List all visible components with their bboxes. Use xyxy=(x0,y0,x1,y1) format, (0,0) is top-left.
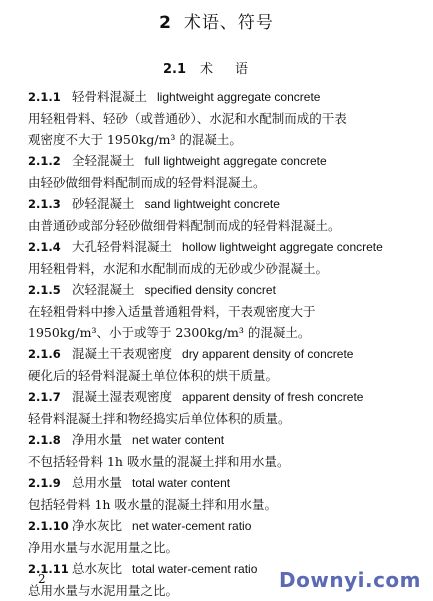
chapter-title-text: 术语、符号 xyxy=(183,13,274,33)
definition-line: 用轻粗骨料，水泥和水配制而成的无砂或少砂混凝土。 xyxy=(28,261,329,276)
section-title xyxy=(0,58,433,77)
section-title-text: 术语 xyxy=(200,62,271,77)
term-definition xyxy=(28,108,423,150)
term-heading xyxy=(28,193,423,215)
term-code: 2.1.10 xyxy=(28,519,69,533)
term-heading xyxy=(28,472,423,494)
term-definition xyxy=(28,258,423,279)
term-code: 2.1.7 xyxy=(28,390,61,404)
definition-line: 1950kg/m³、小于或等于 2300kg/m³ 的混凝土。 xyxy=(28,325,311,340)
term-definition xyxy=(28,215,423,236)
term-english: total water-cement ratio xyxy=(132,562,258,576)
term-definition xyxy=(28,365,423,386)
term-english: dry apparent density of concrete xyxy=(182,347,354,361)
term-english: full lightweight aggregate concrete xyxy=(144,154,327,168)
term-english: apparent density of fresh concrete xyxy=(182,390,364,404)
term-chinese: 大孔轻骨料混凝土 xyxy=(72,239,173,254)
term-heading xyxy=(28,150,423,172)
term-heading xyxy=(28,236,423,258)
term-chinese: 全轻混凝土 xyxy=(72,153,135,168)
term-heading xyxy=(28,86,423,108)
term-chinese: 砂轻混凝土 xyxy=(72,196,135,211)
term-code: 2.1.3 xyxy=(28,197,61,211)
term-chinese: 混凝土湿表观密度 xyxy=(72,389,173,404)
term-definition xyxy=(28,494,423,515)
term-code: 2.1.6 xyxy=(28,347,61,361)
term-heading xyxy=(28,343,423,365)
term-code: 2.1.5 xyxy=(28,283,61,297)
term-heading xyxy=(28,279,423,301)
watermark-text: Downyi.com xyxy=(279,568,421,592)
term-heading xyxy=(28,515,423,537)
term-english: hollow lightweight aggregate concrete xyxy=(182,240,383,254)
term-code: 2.1.9 xyxy=(28,476,61,490)
term-definition xyxy=(28,301,423,343)
chapter-title xyxy=(0,8,433,33)
term-english: net water-cement ratio xyxy=(132,519,252,533)
term-definition xyxy=(28,172,423,193)
term-chinese: 混凝土干表观密度 xyxy=(72,346,173,361)
definition-line: 由普通砂或部分轻砂做细骨料配制而成的轻骨料混凝土。 xyxy=(28,218,341,233)
section-number: 2.1 xyxy=(162,62,186,77)
term-code: 2.1.1 xyxy=(28,90,61,104)
definition-line: 净用水量与水泥用量之比。 xyxy=(28,540,179,555)
term-chinese: 总用水量 xyxy=(72,475,123,490)
term-chinese: 总水灰比 xyxy=(72,561,123,576)
watermark-logo xyxy=(279,568,421,592)
term-chinese: 净用水量 xyxy=(72,432,123,447)
term-english: specified density concret xyxy=(144,283,276,297)
term-english: lightweight aggregate concrete xyxy=(157,90,321,104)
page-number: 2 xyxy=(38,572,46,586)
term-english: total water content xyxy=(132,476,231,490)
term-code: 2.1.2 xyxy=(28,154,61,168)
term-definition xyxy=(28,537,423,558)
term-english: sand lightweight concrete xyxy=(144,197,280,211)
term-chinese: 净水灰比 xyxy=(72,518,123,533)
definition-line: 总用水量与水泥用量之比。 xyxy=(28,583,179,598)
definition-line: 在轻粗骨料中掺入适量普通粗骨料，干表观密度大于 xyxy=(28,304,316,319)
term-code: 2.1.4 xyxy=(28,240,61,254)
term-code: 2.1.8 xyxy=(28,433,61,447)
term-definition xyxy=(28,408,423,429)
term-chinese: 次轻混凝土 xyxy=(72,282,135,297)
definition-line: 观密度不大于 1950kg/m³ 的混凝土。 xyxy=(28,132,242,147)
term-code: 2.1.11 xyxy=(28,562,69,576)
term-heading xyxy=(28,429,423,451)
definition-line: 不包括轻骨料 1h 吸水量的混凝土拌和用水量。 xyxy=(28,454,290,469)
definition-line: 用轻粗骨料、轻砂（或普通砂）、水泥和水配制而成的干表 xyxy=(28,111,347,126)
term-definition xyxy=(28,451,423,472)
term-english: net water content xyxy=(132,433,225,447)
term-list xyxy=(28,86,423,601)
definition-line: 轻骨料混凝土拌和物经捣实后单位体积的质量。 xyxy=(28,411,291,426)
term-heading xyxy=(28,386,423,408)
definition-line: 由轻砂做细骨料配制而成的轻骨料混凝土。 xyxy=(28,175,266,190)
chapter-number: 2 xyxy=(159,13,172,33)
definition-line: 硬化后的轻骨料混凝土单位体积的烘干质量。 xyxy=(28,368,279,383)
definition-line: 包括轻骨料 1h 吸水量的混凝土拌和用水量。 xyxy=(28,497,277,512)
term-chinese: 轻骨料混凝土 xyxy=(72,89,148,104)
